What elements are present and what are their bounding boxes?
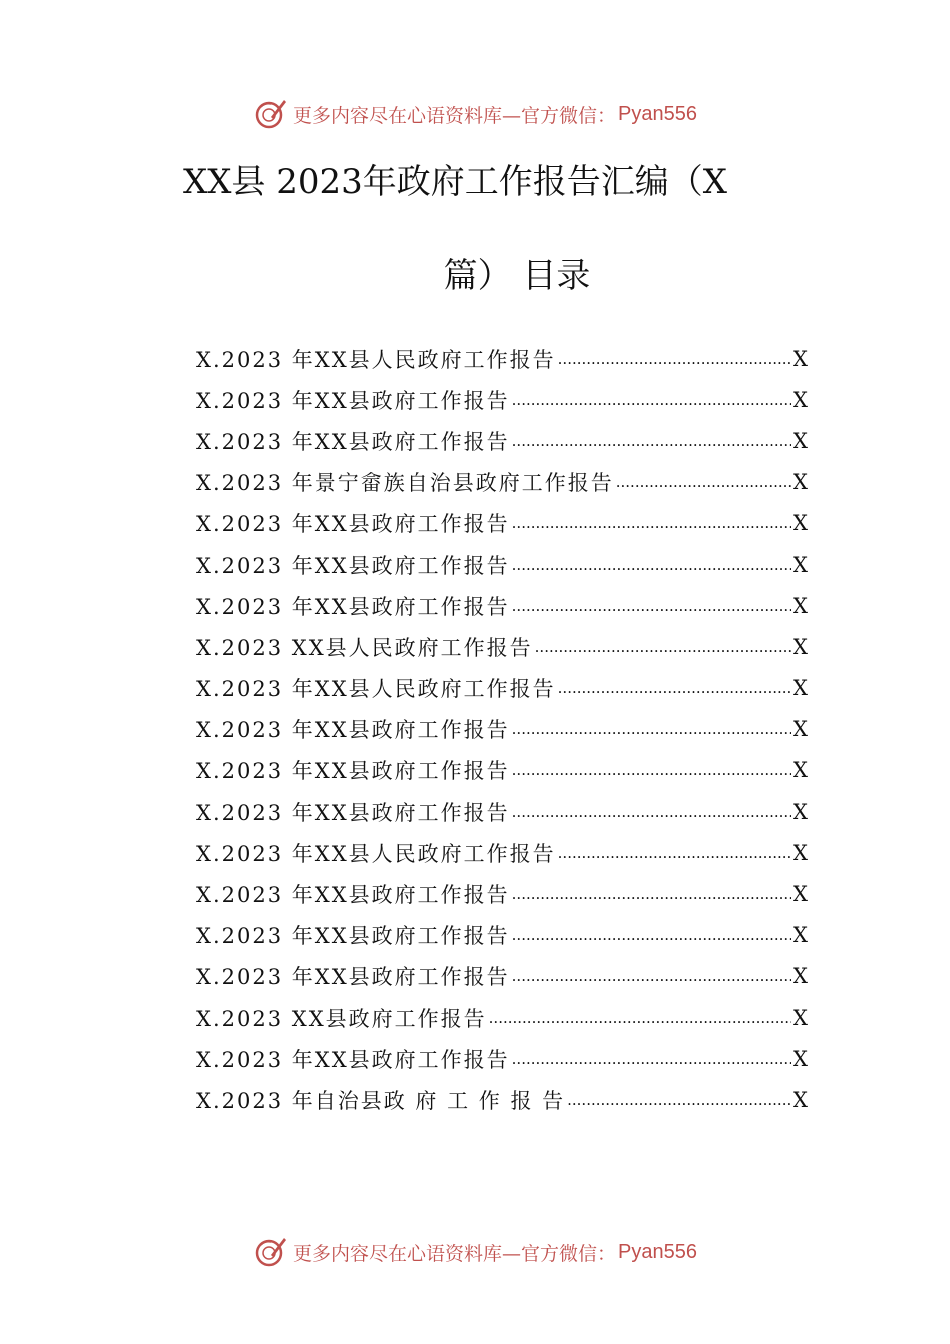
toc-entry-page: X	[793, 387, 808, 412]
toc-entry[interactable]	[196, 1038, 808, 1079]
toc-entry-title: X.2023 年XX县政府工作报告	[196, 965, 510, 990]
toc-entry[interactable]	[196, 379, 808, 420]
toc-entry-page: X	[793, 840, 808, 865]
toc-entry-page: X	[793, 1005, 808, 1030]
table-of-contents	[196, 338, 808, 1121]
toc-entry-page: X	[793, 470, 808, 495]
toc-leader-dots	[512, 430, 791, 452]
toc-entry-page: X	[793, 717, 808, 742]
toc-entry-page: X	[793, 923, 808, 948]
toc-entry-title: X.2023 年XX县政府工作报告	[196, 718, 510, 743]
toc-entry[interactable]	[196, 585, 808, 626]
toc-entry-title: X.2023 XX县人民政府工作报告	[196, 635, 533, 660]
watermark-wechat-id: Pyan556	[618, 102, 697, 125]
document-title-line-2: 篇） 目录	[443, 256, 591, 296]
toc-entry-title: X.2023 年XX县政府工作报告	[196, 924, 510, 949]
toc-leader-dots	[512, 512, 791, 534]
toc-leader-dots	[535, 636, 791, 658]
toc-entry-title: X.2023 年XX县政府工作报告	[196, 512, 510, 537]
toc-entry-page: X	[793, 1046, 808, 1071]
toc-entry[interactable]	[196, 915, 808, 956]
toc-entry[interactable]	[196, 791, 808, 832]
toc-entry[interactable]	[196, 750, 808, 791]
pen-logo-icon	[253, 1235, 287, 1269]
footer-watermark	[0, 1232, 950, 1272]
toc-entry-title: X.2023 年XX县政府工作报告	[196, 429, 510, 454]
toc-entry-title: X.2023 年景宁畲族自治县政府工作报告	[196, 471, 614, 496]
toc-entry-title: X.2023 年XX县政府工作报告	[196, 1047, 510, 1072]
toc-entry-page: X	[793, 428, 808, 453]
toc-entry-title: X.2023 年XX县政府工作报告	[196, 800, 510, 825]
toc-entry-page: X	[793, 634, 808, 659]
toc-entry[interactable]	[196, 338, 808, 379]
header-watermark	[0, 94, 950, 134]
toc-leader-dots	[512, 389, 791, 411]
toc-entry[interactable]	[196, 420, 808, 461]
toc-entry-title: X.2023 年XX县人民政府工作报告	[196, 841, 556, 866]
toc-entry[interactable]	[196, 709, 808, 750]
toc-leader-dots	[616, 471, 791, 493]
toc-entry-page: X	[793, 964, 808, 989]
toc-entry-title: X.2023 年XX县人民政府工作报告	[196, 677, 556, 702]
toc-entry[interactable]	[196, 997, 808, 1038]
toc-entry-page: X	[793, 593, 808, 618]
toc-leader-dots	[489, 1007, 791, 1029]
document-title-line-1: XX县 2023年政府工作报告汇编（X	[183, 162, 727, 202]
watermark-text: 更多内容尽在心语资料库—官方微信：	[293, 104, 617, 127]
toc-entry-page: X	[793, 511, 808, 536]
toc-entry-page: X	[793, 1087, 808, 1112]
toc-leader-dots	[558, 842, 791, 864]
toc-entry[interactable]	[196, 956, 808, 997]
toc-leader-dots	[512, 759, 791, 781]
toc-leader-dots	[512, 924, 791, 946]
toc-entry-title: X.2023 年XX县政府工作报告	[196, 594, 510, 619]
toc-entry[interactable]	[196, 873, 808, 914]
toc-entry-title: X.2023 年XX县政府工作报告	[196, 553, 510, 578]
toc-entry[interactable]	[196, 1079, 808, 1120]
toc-entry[interactable]	[196, 626, 808, 667]
toc-leader-dots	[558, 348, 791, 370]
toc-leader-dots	[512, 595, 791, 617]
toc-entry[interactable]	[196, 832, 808, 873]
toc-entry[interactable]	[196, 668, 808, 709]
toc-leader-dots	[512, 883, 791, 905]
toc-entry[interactable]	[196, 462, 808, 503]
toc-entry[interactable]	[196, 503, 808, 544]
toc-entry-page: X	[793, 552, 808, 577]
toc-leader-dots	[512, 801, 791, 823]
toc-leader-dots	[512, 554, 791, 576]
toc-entry-page: X	[793, 676, 808, 701]
toc-leader-dots	[512, 1048, 791, 1070]
toc-entry-page: X	[793, 346, 808, 371]
toc-leader-dots	[512, 718, 791, 740]
toc-leader-dots	[512, 965, 791, 987]
watermark-wechat-id: Pyan556	[618, 1240, 697, 1263]
toc-entry-page: X	[793, 882, 808, 907]
toc-entry-title: X.2023 年XX县政府工作报告	[196, 388, 510, 413]
toc-entry-title: X.2023 年XX县政府工作报告	[196, 883, 510, 908]
toc-entry-page: X	[793, 758, 808, 783]
toc-entry-title: X.2023 年XX县政府工作报告	[196, 759, 510, 784]
toc-leader-dots	[567, 1089, 791, 1111]
toc-leader-dots	[558, 677, 791, 699]
toc-entry-title: X.2023 年XX县人民政府工作报告	[196, 347, 556, 372]
toc-entry-title: X.2023 XX县政府工作报告	[196, 1006, 487, 1031]
pen-logo-icon	[253, 97, 287, 131]
toc-entry-page: X	[793, 799, 808, 824]
toc-entry[interactable]	[196, 544, 808, 585]
watermark-text: 更多内容尽在心语资料库—官方微信：	[293, 1242, 617, 1265]
toc-entry-title: X.2023 年自治县政 府 工 作 报 告	[196, 1088, 566, 1113]
